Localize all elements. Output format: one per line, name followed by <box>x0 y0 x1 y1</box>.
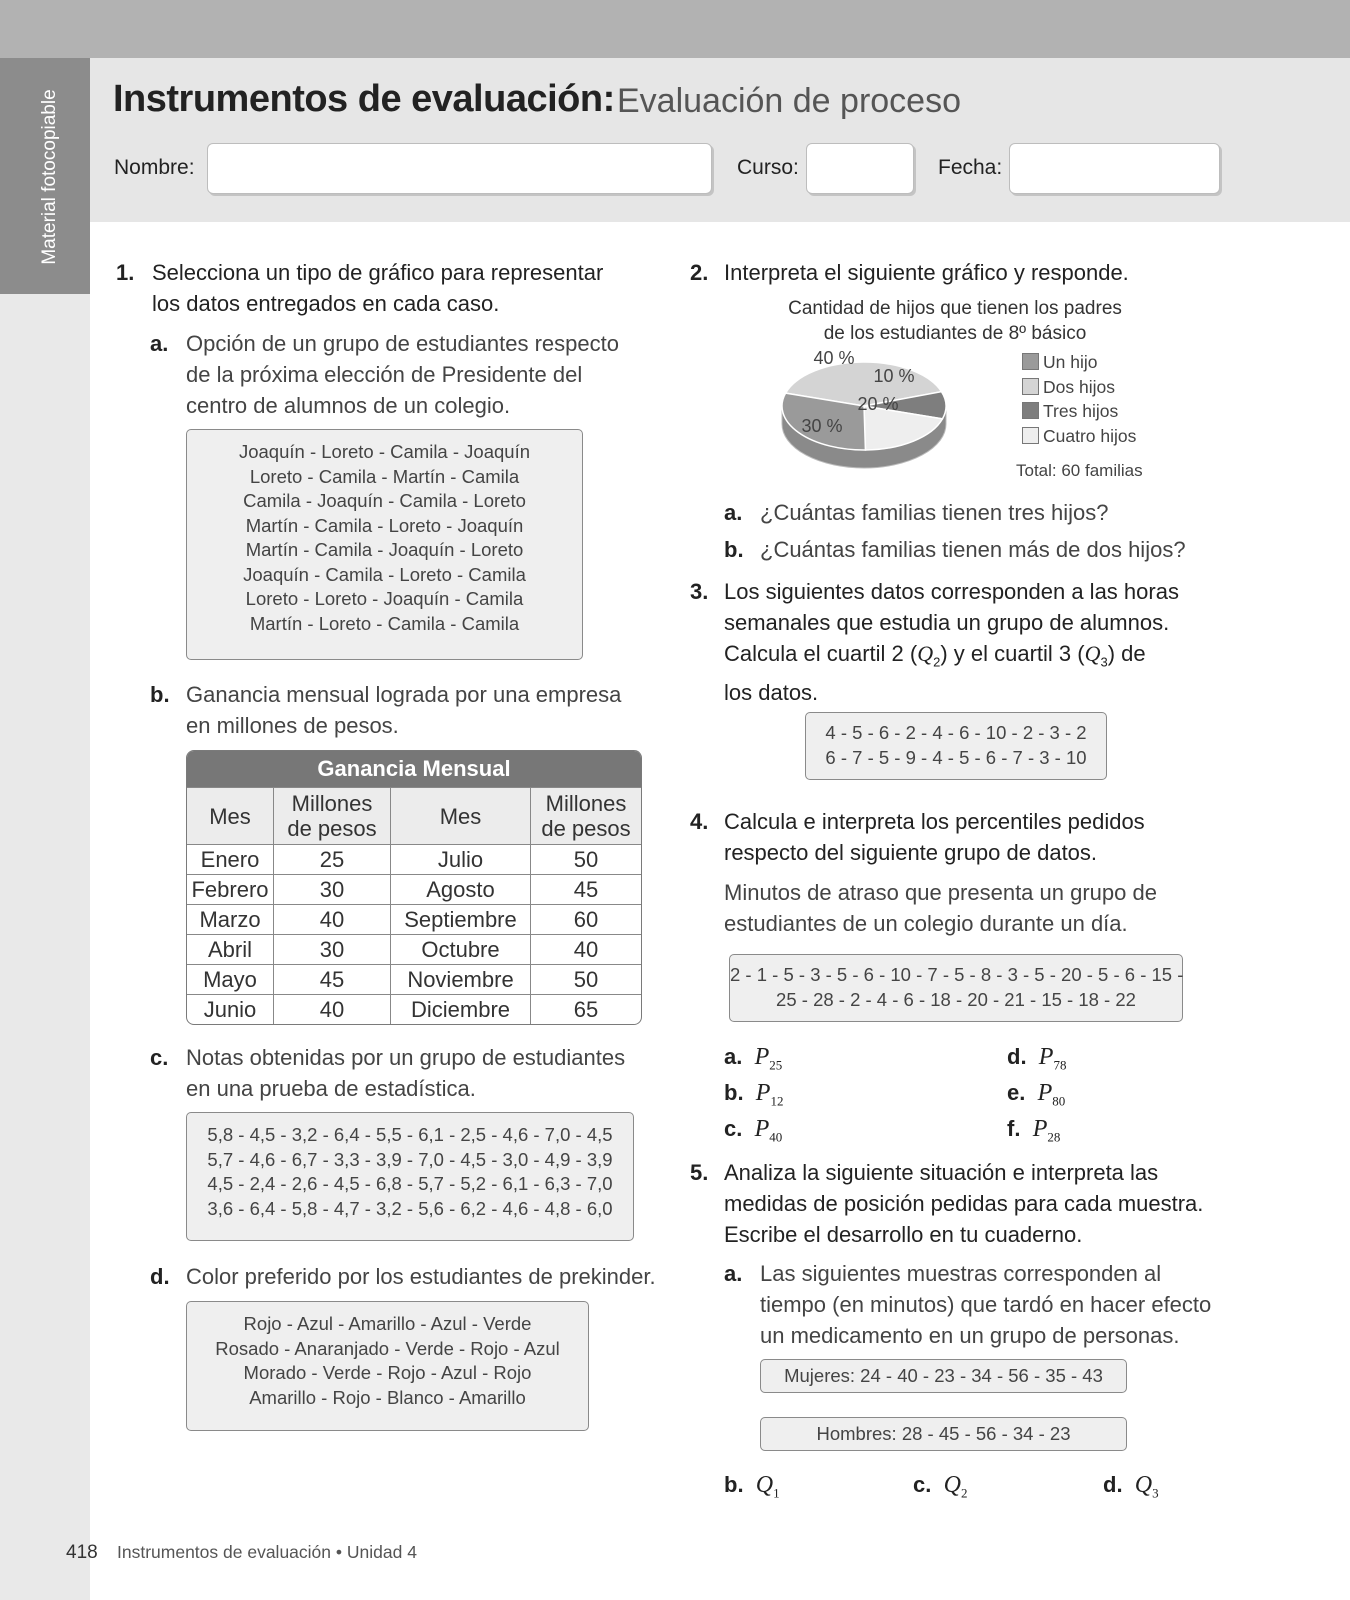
data-box-hours <box>805 712 1107 780</box>
subquestion-letter: d. <box>150 1264 170 1289</box>
legend-item <box>1022 350 1136 375</box>
data-line: Rojo - Azul - Amarillo - Azul - Verde <box>243 1313 532 1334</box>
subquestion-2a: a. ¿Cuántas familias tienen tres hijos? <box>724 500 1109 525</box>
data-line: 6 - 7 - 5 - 9 - 4 - 5 - 6 - 7 - 3 - 10 <box>825 746 1087 768</box>
table-header-millions: Millones de pesos <box>273 787 390 844</box>
data-box-delays <box>729 954 1183 1022</box>
legend-item <box>1022 424 1136 449</box>
subquestion-text: de la próxima elección de Presidente del <box>186 362 583 387</box>
pie-chart <box>780 350 960 485</box>
question-4: 4. Calcula e interpreta los percentiles pedidos respecto del siguiente grupo de datos. <box>690 806 1250 868</box>
pie-slice-label: 30 % <box>801 416 843 436</box>
chart-legend <box>1022 350 1136 448</box>
data-line: Loreto - Camila - Martín - Camila <box>249 465 520 487</box>
data-line: Joaquín - Loreto - Camila - Joaquín <box>238 441 530 462</box>
data-line: Martín - Loreto - Camila - Camila <box>249 612 520 634</box>
quartile-item: c. $Q_2$ <box>913 1472 968 1501</box>
subquestion-1a <box>150 328 670 421</box>
percentile-item: d. $P_{78}$ <box>1007 1044 1067 1073</box>
data-line: 25 - 28 - 2 - 4 - 6 - 18 - 20 - 21 - 15 - 18 - 22 <box>776 988 1136 1010</box>
question-4-context: Minutos de atraso que presenta un grupo de estudiantes de un colegio durante un día. <box>724 880 1157 936</box>
footer-text: Instrumentos de evaluación • Unidad 4 <box>117 1542 417 1562</box>
data-box-grades <box>186 1112 634 1241</box>
pie-slice-label: 20 % <box>857 394 899 414</box>
legend-label: Tres hijos <box>1043 401 1119 421</box>
course-label: Curso: <box>737 156 799 179</box>
data-line: 2 - 1 - 5 - 3 - 5 - 6 - 10 - 7 - 5 - 8 - 3 - 5 - 20 - 5 - 6 - 15 - <box>730 964 1184 985</box>
data-line: 4,5 - 2,4 - 2,6 - 4,5 - 6,8 - 5,7 - 5,2 - 6,1 - 6,3 - 7,0 <box>207 1173 613 1194</box>
data-line: Martín - Camila - Loreto - Joaquín <box>245 514 524 536</box>
question-3: 3. Los siguientes datos corresponden a las horas semanales que estudia un grupo de alumnos. Calcula el cuartil 2 $(Q_2)$ y el cuartil 3 $(Q_3)$ de los datos. <box>690 576 1250 708</box>
data-line: Joaquín - Camila - Loreto - Camila <box>243 563 526 585</box>
page-title: Instrumentos de evaluación: <box>113 78 615 120</box>
subquestion-text: en millones de pesos. <box>186 713 399 738</box>
table-header-millions: Millones de pesos <box>530 787 641 844</box>
data-line: 4 - 5 - 6 - 2 - 4 - 6 - 10 - 2 - 3 - 2 <box>825 722 1087 743</box>
subquestion-letter: b. <box>150 682 170 707</box>
subquestion-letter: a. <box>150 331 169 356</box>
subquestion-text: Opción de un grupo de estudiantes respecto <box>186 331 619 356</box>
subquestion-5a: a. Las siguientes muestras corresponden al tiempo (en minutos) que tardó en hacer efecto un medicamento en un grupo de personas. <box>724 1261 1212 1348</box>
table-header-month: Mes <box>390 787 530 844</box>
legend-label: Cuatro hijos <box>1043 425 1137 446</box>
legend-swatch <box>1022 402 1039 419</box>
legend-item <box>1022 399 1136 424</box>
legend-label: Dos hijos <box>1043 376 1115 397</box>
legend-swatch <box>1022 427 1039 444</box>
subquestion-1d <box>150 1261 690 1292</box>
question-text: Interpreta el siguiente gráfico y responde. <box>724 260 1129 285</box>
pie-slice-label: 10 % <box>873 366 915 386</box>
data-line: Rosado - Anaranjado - Verde - Rojo - Azul <box>215 1337 560 1359</box>
name-label: Nombre: <box>114 156 195 179</box>
legend-swatch <box>1022 353 1039 370</box>
chart-title: Cantidad de hijos que tienen los padres de los estudiantes de 8º básico <box>788 298 1122 344</box>
question-number: 3. <box>690 579 709 604</box>
subquestion-text: Color preferido por los estudiantes de prekinder. <box>186 1264 656 1289</box>
percentile-item: f. $P_{28}$ <box>1007 1116 1061 1145</box>
data-box-men: Hombres: 28 - 45 - 56 - 34 - 23 <box>760 1417 1127 1451</box>
question-2 <box>690 257 1250 288</box>
chart-note: Total: 60 familias <box>1016 461 1143 480</box>
subquestion-text: Ganancia mensual lograda por una empresa <box>186 682 622 707</box>
percentile-item: e. $P_{80}$ <box>1007 1080 1066 1109</box>
table-row: Mayo 45 Noviembre 50 <box>187 964 641 994</box>
data-line: Martín - Camila - Joaquín - Loreto <box>245 539 524 560</box>
data-line: Loreto - Loreto - Joaquín - Camila <box>245 588 524 609</box>
percentile-item: a. $P_{25}$ <box>724 1044 783 1073</box>
question-text: los datos entregados en cada caso. <box>152 291 500 316</box>
page-number: 418 <box>66 1542 98 1563</box>
subquestion-text: en una prueba de estadística. <box>186 1076 476 1101</box>
legend-swatch <box>1022 378 1039 395</box>
data-line: 5,7 - 4,6 - 6,7 - 3,3 - 3,9 - 7,0 - 4,5 - 3,0 - 4,9 - 3,9 <box>207 1148 613 1170</box>
course-field[interactable] <box>806 143 914 194</box>
subquestion-text: Notas obtenidas por un grupo de estudiantes <box>186 1045 626 1070</box>
table-row: Junio 40 Diciembre 65 <box>187 994 641 1024</box>
subquestion-1c <box>150 1042 670 1104</box>
table-row: Abril 30 Octubre 40 <box>187 934 641 964</box>
legend-label: Un hijo <box>1043 352 1098 372</box>
data-box-women: Mujeres: 24 - 40 - 23 - 34 - 56 - 35 - 43 <box>760 1359 1127 1393</box>
subquestion-1b <box>150 679 670 741</box>
table-row: Febrero 30 Agosto 45 <box>187 874 641 904</box>
data-box-candidates <box>186 429 583 660</box>
question-number: 1. <box>116 260 135 285</box>
question-number: 4. <box>690 809 709 834</box>
data-line: Camila - Joaquín - Camila - Loreto <box>243 490 526 511</box>
side-label: Material fotocopiable <box>39 89 60 265</box>
data-box-colors <box>186 1301 589 1431</box>
page-subtitle: Evaluación de proceso <box>617 82 962 120</box>
data-line: 3,6 - 6,4 - 5,8 - 4,7 - 3,2 - 5,6 - 6,2 - 4,6 - 4,8 - 6,0 <box>207 1197 613 1219</box>
date-label: Fecha: <box>938 156 1003 179</box>
subquestion-text: centro de alumnos de un colegio. <box>186 393 511 418</box>
table-title: Ganancia Mensual <box>187 751 641 787</box>
monthly-profit-table <box>186 750 642 1025</box>
quartile-item: d. $Q_3$ <box>1103 1472 1159 1501</box>
legend-item <box>1022 375 1136 400</box>
data-line: Morado - Verde - Rojo - Azul - Rojo <box>243 1362 532 1383</box>
data-line: Amarillo - Rojo - Blanco - Amarillo <box>249 1386 526 1408</box>
percentile-item: b. $P_{12}$ <box>724 1080 784 1109</box>
name-field[interactable] <box>207 143 712 194</box>
subquestion-2b: b. ¿Cuántas familias tienen más de dos hijos? <box>724 537 1186 562</box>
question-text: Selecciona un tipo de gráfico para representar <box>152 260 604 285</box>
table-row: Marzo 40 Septiembre 60 <box>187 904 641 934</box>
pie-slice-label: 40 % <box>813 350 855 368</box>
date-field[interactable] <box>1009 143 1220 194</box>
table-header-month: Mes <box>187 787 273 844</box>
quartile-item: b. $Q_1$ <box>724 1472 780 1501</box>
percentile-item: c. $P_{40}$ <box>724 1116 783 1145</box>
subquestion-letter: c. <box>150 1045 169 1070</box>
table-row: Enero 25 Julio 50 <box>187 844 641 874</box>
data-line: 5,8 - 4,5 - 3,2 - 6,4 - 5,5 - 6,1 - 2,5 - 4,6 - 7,0 - 4,5 <box>207 1124 613 1145</box>
question-1 <box>116 257 676 319</box>
question-5: 5. Analiza la siguiente situación e interpreta las medidas de posición pedidas para cada muestra. Escribe el desarrollo en tu cuaderno. <box>690 1157 1250 1250</box>
question-number: 5. <box>690 1160 709 1185</box>
question-number: 2. <box>690 260 709 285</box>
